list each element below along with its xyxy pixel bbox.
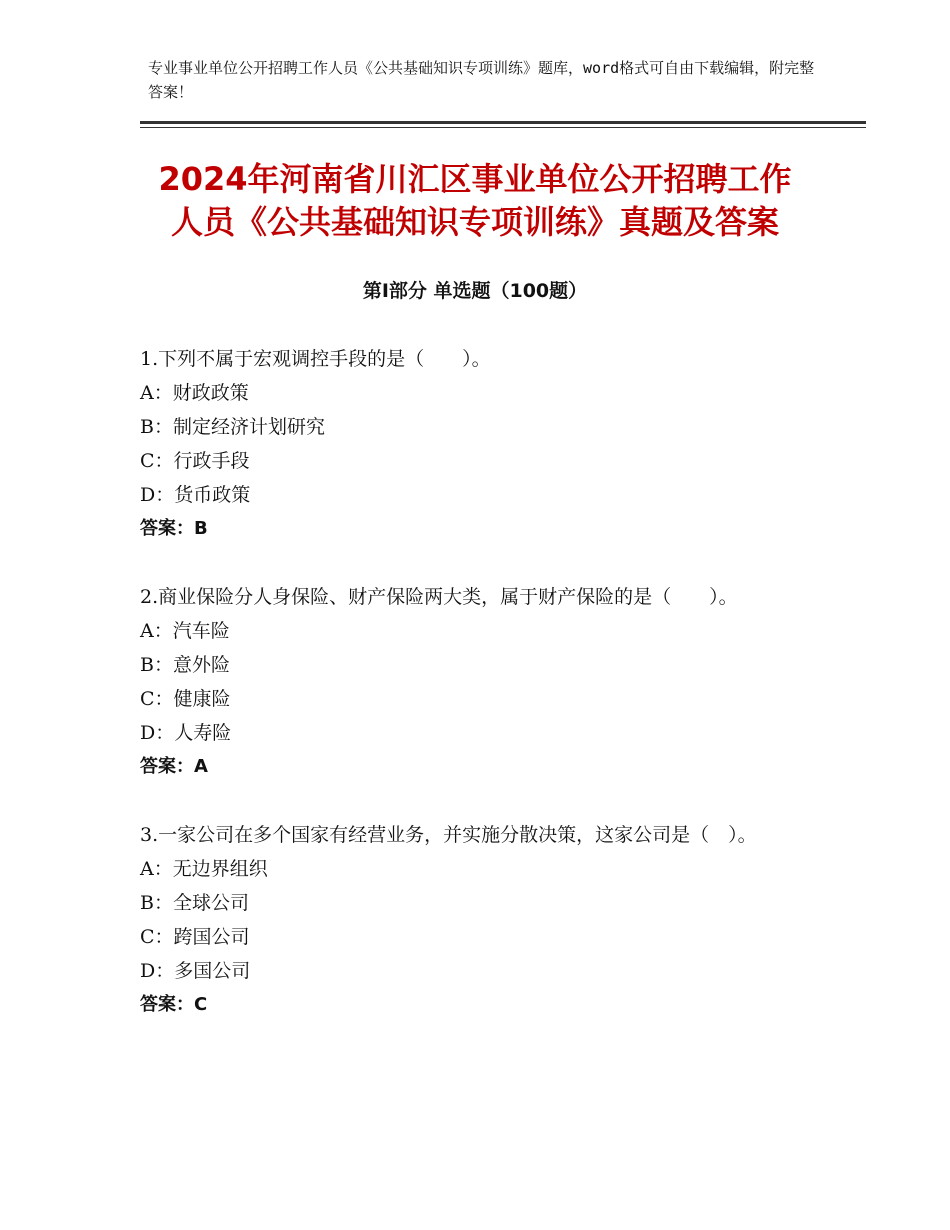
header-divider	[140, 121, 866, 124]
option-d: D：多国公司	[140, 960, 251, 982]
option-b: B：制定经济计划研究	[140, 416, 325, 438]
option-d: D：人寿险	[140, 722, 232, 744]
option-a: A：无边界组织	[140, 858, 268, 880]
option-b: B：意外险	[140, 654, 230, 676]
header-divider-thin	[140, 127, 866, 128]
question-2	[140, 580, 810, 784]
option-a: A：财政政策	[140, 382, 249, 404]
question-1	[140, 342, 810, 546]
option-d: D：货币政策	[140, 484, 251, 506]
header-note: 专业事业单位公开招聘工作人员《公共基础知识专项训练》题库，word格式可自由下载编辑，附完整答案！	[148, 59, 815, 101]
option-a: A：汽车险	[140, 620, 230, 642]
option-c: C：跨国公司	[140, 926, 250, 948]
question-text: 2.商业保险分人身保险、财产保险两大类，属于财产保险的是（ ）。	[140, 586, 738, 608]
question-list	[140, 342, 810, 1056]
answer: 答案：C	[140, 994, 208, 1015]
section-heading: 第Ⅰ部分 单选题（100题）	[362, 280, 588, 302]
answer: 答案：A	[140, 756, 208, 777]
option-c: C：行政手段	[140, 450, 250, 472]
question-text: 1.下列不属于宏观调控手段的是（ ）。	[140, 348, 491, 370]
option-c: C：健康险	[140, 688, 231, 710]
document-title	[100, 158, 850, 244]
title-line-2: 人员《公共基础知识专项训练》真题及答案	[170, 203, 779, 241]
answer: 答案：B	[140, 518, 208, 539]
option-b: B：全球公司	[140, 892, 249, 914]
title-line-1: 2024年河南省川汇区事业单位公开招聘工作	[158, 160, 792, 198]
question-text: 3.一家公司在多个国家有经营业务，并实施分散决策，这家公司是（ ）。	[140, 824, 757, 846]
question-3	[140, 818, 810, 1022]
